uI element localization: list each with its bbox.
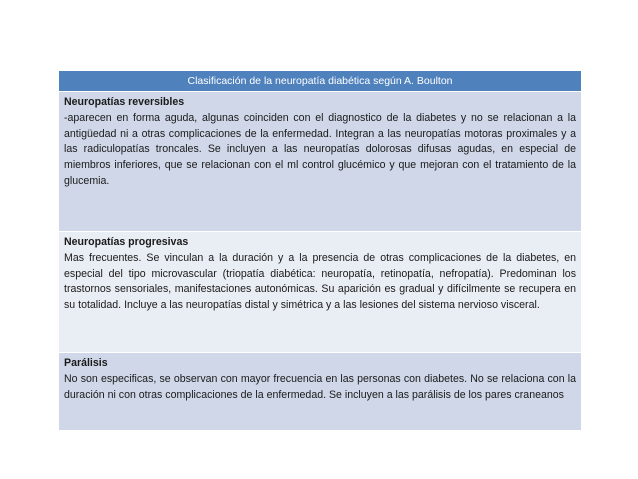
- row-paralisis: [59, 353, 581, 430]
- row-title: Neuropatías progresivas: [64, 236, 189, 248]
- classification-table: [59, 71, 581, 430]
- row-title: Neuropatías reversibles: [64, 96, 185, 108]
- row-body: No son especificas, se observan con mayor frecuencia en las personas con diabetes. No se relaciona con la duración ni con otras complicaciones de la enfermedad. Se incluyen a las parálisis de los pares craneanos: [64, 372, 576, 401]
- row-progresivas: [59, 232, 581, 352]
- row-body: -aparecen en forma aguda, algunas coinciden con el diagnostico de la diabetes y no se relacionan a la antigüedad ni a otras complicaciones de la enfermedad. Integran a las neuropatías motoras proximales y a las radiculopatías troncales. Se incluyen a las neuropatías dolorosas difusas agudas, en especial de miembros inferiores, que se relacionan con el ml control glucémico y que mejoran con el tratamiento de la glucemia.: [64, 111, 576, 187]
- row-title: Parálisis: [64, 357, 108, 369]
- row-reversibles: [59, 92, 581, 231]
- row-body: Mas frecuentes. Se vinculan a la duración y a la presencia de otras complicaciones de la diabetes, en especial del tipo microvascular (triopatía diabética: neuropatía, retinopatía, nefropatía). Predominan los trastornos sensoriales, manifestaciones autonómicas. Su aparición es gradual y difícilmente se recupera en su totalidad. Incluye a las neuropatías distal y simétrica y a las lesiones del sistema nervioso visceral.: [64, 251, 576, 312]
- table-header: Clasificación de la neuropatía diabética según A. Boulton: [59, 71, 581, 92]
